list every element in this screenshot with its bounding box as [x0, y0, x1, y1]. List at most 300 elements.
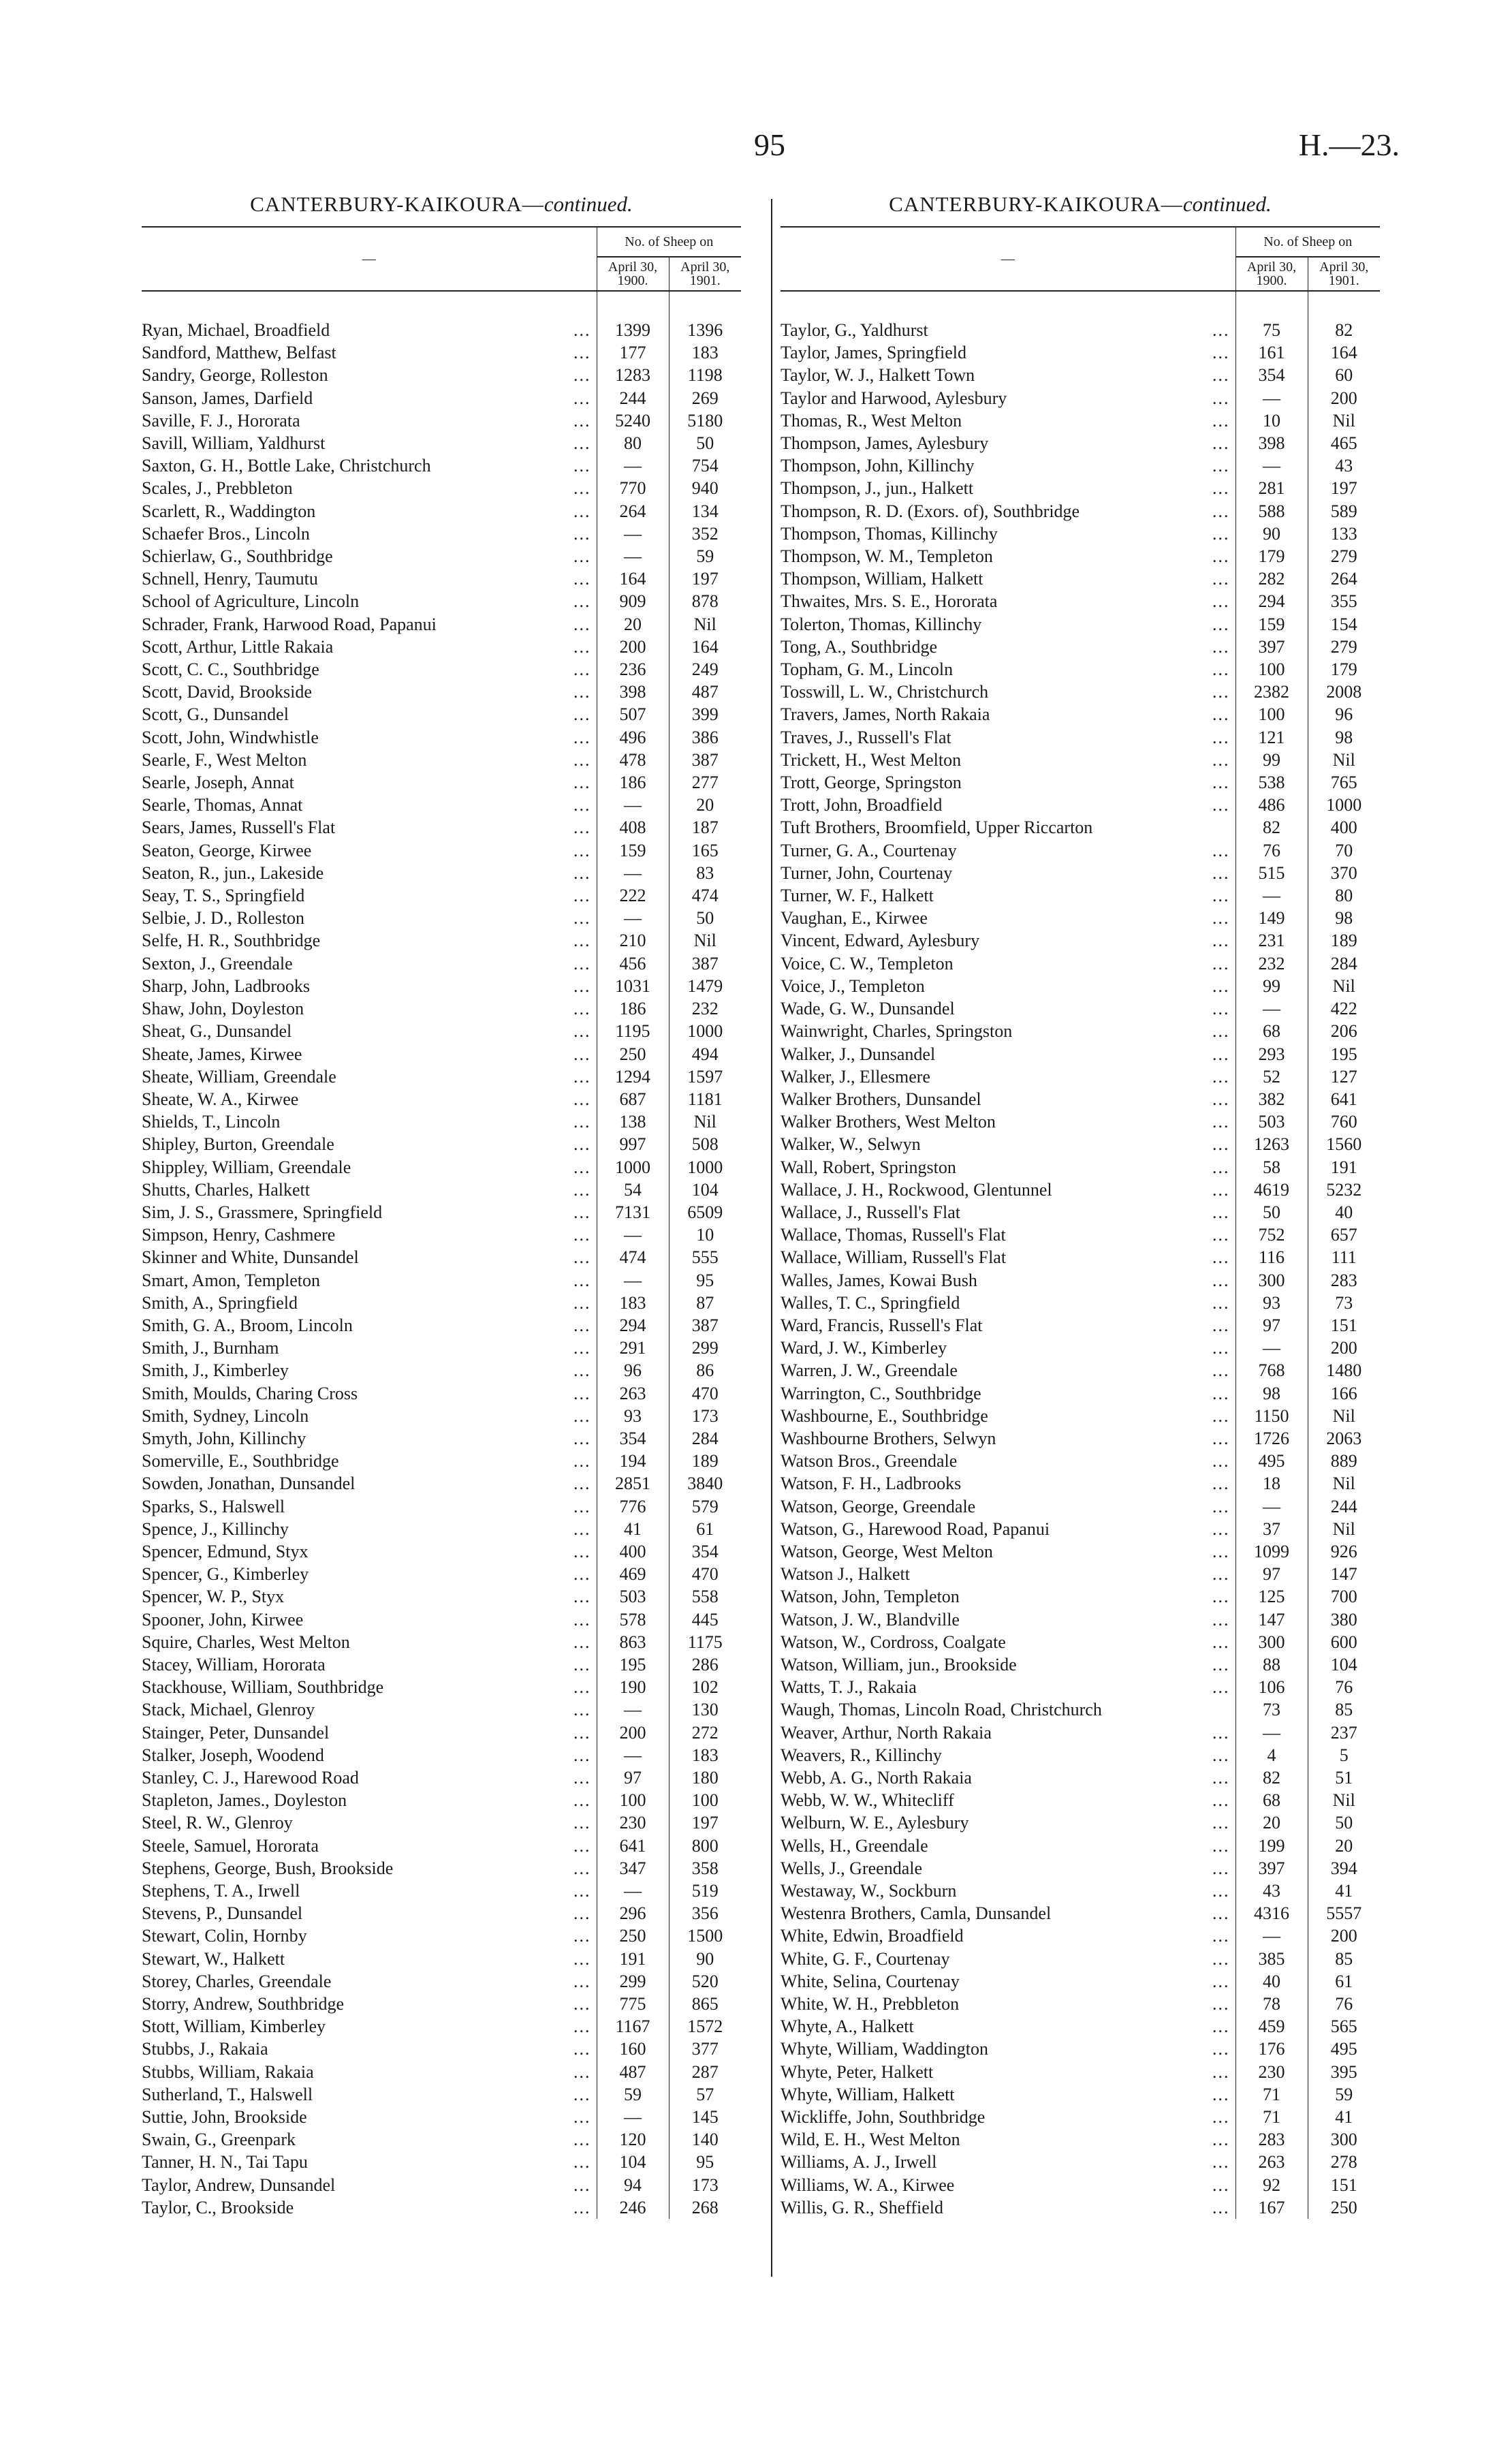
holder-name-cell	[781, 523, 1235, 545]
sheep-count-1901: 470	[669, 1382, 741, 1405]
sheep-count-1901: 195	[1308, 1043, 1380, 1065]
holder-name: Sharp, John, Ladbrooks	[142, 976, 310, 996]
sheep-count-1900: 99	[1235, 749, 1308, 771]
column-divider	[771, 199, 772, 2277]
sheep-count-1901: 187	[669, 816, 741, 839]
table-row	[142, 703, 741, 726]
holder-name-cell	[781, 771, 1235, 794]
holder-name: Walker, J., Ellesmere	[781, 1066, 930, 1087]
sheep-count-1900: 588	[1235, 500, 1308, 523]
holder-name: Stackhouse, William, Southbridge	[142, 1677, 384, 1698]
sheep-count-1900: —	[1235, 884, 1308, 907]
leader-dots: ...	[1212, 569, 1230, 589]
table-row	[142, 1314, 741, 1337]
table-row	[142, 1585, 741, 1608]
holder-name: Thompson, Thomas, Killinchy	[781, 523, 998, 544]
holder-name-cell	[142, 2196, 597, 2219]
leader-dots: ...	[1212, 1881, 1230, 1901]
leader-dots: ...	[573, 1179, 591, 1200]
holder-name: Washbourne Brothers, Selwyn	[781, 1428, 996, 1448]
leader-dots: ...	[573, 931, 591, 951]
leader-dots: ...	[1212, 727, 1230, 747]
sheep-count-1900: —	[597, 907, 669, 929]
table-row	[781, 681, 1380, 703]
table-row	[142, 997, 741, 1020]
sheep-count-1900: 5240	[597, 409, 669, 432]
holder-name-cell	[781, 1608, 1235, 1631]
leader-dots: ...	[573, 2061, 591, 2082]
holder-name-cell	[781, 613, 1235, 636]
sheep-count-1901: 50	[669, 432, 741, 454]
leader-dots: ...	[573, 1677, 591, 1698]
holder-name: Warrington, C., Southbridge	[781, 1383, 981, 1403]
sheep-count-1901: 40	[1308, 1201, 1380, 1224]
table-row	[781, 1179, 1380, 1201]
table-row	[142, 726, 741, 749]
sheep-count-1901: 277	[669, 771, 741, 794]
sheep-count-1900: —	[597, 1269, 669, 1292]
holder-name: Sandry, George, Rolleston	[142, 365, 328, 386]
holder-name: Thompson, R. D. (Exors. of), Southbridge	[781, 501, 1080, 521]
holder-name: Taylor, W. J., Halkett Town	[781, 365, 975, 386]
sheep-count-1900: 59	[597, 2083, 669, 2106]
sheep-count-1900: 164	[597, 567, 669, 590]
sheep-count-1900: 43	[1235, 1880, 1308, 1902]
leader-dots: ...	[573, 1541, 591, 1561]
holder-name-cell	[142, 567, 597, 590]
holder-name: Searle, Joseph, Annat	[142, 773, 294, 793]
holder-name: Sexton, J., Greendale	[142, 953, 293, 973]
leader-dots: ...	[573, 2130, 591, 2150]
table-row	[781, 794, 1380, 816]
table-row	[781, 1857, 1380, 1880]
holder-name-cell	[142, 1065, 597, 1088]
holder-name: Spence, J., Killinchy	[142, 1518, 289, 1539]
table-row	[781, 1676, 1380, 1698]
holder-name: Scarlett, R., Waddington	[142, 501, 316, 521]
holder-name-cell	[781, 726, 1235, 749]
sheep-count-1901: 51	[1308, 1766, 1380, 1789]
holder-name: Westaway, W., Sockburn	[781, 1881, 957, 1901]
leader-dots: ...	[573, 1654, 591, 1674]
sheep-count-1901: 465	[1308, 432, 1380, 454]
table-row	[142, 613, 741, 636]
leader-dots: ...	[1212, 2130, 1230, 2150]
right-header-1900: April 30, 1900.	[1235, 257, 1308, 291]
sheep-count-1901: 80	[1308, 884, 1380, 907]
holder-name-cell	[781, 2061, 1235, 2083]
holder-name: Warren, J. W., Greendale	[781, 1360, 958, 1381]
holder-name-cell	[781, 2015, 1235, 2038]
leader-dots: ...	[1212, 1157, 1230, 1177]
table-row	[781, 1224, 1380, 1246]
holder-name-cell	[142, 749, 597, 771]
right-header-1901: April 30, 1901.	[1308, 257, 1380, 291]
holder-name-cell	[142, 454, 597, 477]
holder-name-cell	[781, 2083, 1235, 2106]
holder-name: Scott, Arthur, Little Rakaia	[142, 636, 334, 657]
sheep-count-1900: 76	[1235, 839, 1308, 862]
table-row	[781, 636, 1380, 658]
leader-dots: ...	[1212, 1496, 1230, 1516]
leader-dots: ...	[1212, 840, 1230, 860]
sheep-count-1900: 159	[597, 839, 669, 862]
leader-dots: ...	[573, 433, 591, 454]
sheep-count-1900: 283	[1235, 2128, 1308, 2151]
leader-dots: ...	[573, 1948, 591, 1969]
holder-name-cell	[142, 636, 597, 658]
holder-name: Thomas, R., West Melton	[781, 410, 962, 431]
table-row	[142, 2015, 741, 2038]
holder-name: Somerville, E., Southbridge	[142, 1451, 339, 1471]
leader-dots: ...	[573, 704, 591, 725]
leader-dots: ...	[1212, 1768, 1230, 1788]
holder-name-cell	[781, 590, 1235, 612]
sheep-count-1901: 20	[1308, 1835, 1380, 1857]
holder-name-cell	[781, 1450, 1235, 1472]
holder-name: Stapleton, James., Doyleston	[142, 1790, 347, 1811]
holder-name-cell	[142, 319, 597, 341]
sheep-count-1900: —	[1235, 997, 1308, 1020]
table-row	[142, 2083, 741, 2106]
holder-name: Weavers, R., Killinchy	[781, 1745, 942, 1765]
sheep-count-1901: Nil	[1308, 1518, 1380, 1540]
table-row	[781, 1201, 1380, 1224]
table-row	[142, 1789, 741, 1811]
holder-name-cell	[781, 2174, 1235, 2196]
holder-name: Voice, C. W., Templeton	[781, 953, 954, 973]
table-row	[781, 1472, 1380, 1495]
sheep-count-1900: 96	[597, 1359, 669, 1382]
holder-name-cell	[142, 1925, 597, 1947]
leader-dots: ...	[1212, 773, 1230, 793]
sheep-count-1901: 1000	[669, 1156, 741, 1179]
sheep-count-1901: 494	[669, 1043, 741, 1065]
holder-name: Savill, William, Yaldhurst	[142, 433, 326, 454]
sheep-count-1901: 95	[669, 1269, 741, 1292]
holder-name: Trickett, H., West Melton	[781, 749, 962, 770]
holder-name: Shaw, John, Doyleston	[142, 999, 304, 1019]
table-row	[142, 1993, 741, 2015]
leader-dots: ...	[573, 343, 591, 363]
leader-dots: ...	[1212, 1926, 1230, 1946]
holder-name: Schierlaw, G., Southbridge	[142, 546, 333, 567]
holder-name: Smith, Sydney, Lincoln	[142, 1405, 309, 1426]
table-row	[142, 1676, 741, 1698]
sheep-count-1900: —	[597, 1698, 669, 1721]
sheep-count-1900: 138	[597, 1110, 669, 1133]
sheep-count-1901: 399	[669, 703, 741, 726]
leader-dots: ...	[1212, 1179, 1230, 1200]
sheep-count-1901: 1479	[669, 975, 741, 997]
table-row	[142, 341, 741, 364]
table-row	[142, 1948, 741, 1970]
holder-name-cell	[142, 1292, 597, 1314]
sheep-count-1900: 294	[1235, 590, 1308, 612]
holder-name-cell	[142, 2061, 597, 2083]
sheep-count-1900: 4	[1235, 1744, 1308, 1766]
table-row	[142, 1472, 741, 1495]
table-row	[142, 749, 741, 771]
leader-dots: ...	[1212, 1654, 1230, 1674]
holder-name: Thompson, John, Killinchy	[781, 456, 975, 476]
table-row	[142, 1970, 741, 1993]
sheep-count-1901: 134	[669, 500, 741, 523]
leader-dots: ...	[1212, 1971, 1230, 1991]
sheep-count-1901: 299	[669, 1337, 741, 1359]
leader-dots: ...	[573, 1813, 591, 1833]
holder-name-cell	[142, 1495, 597, 1518]
sheep-count-1900: 68	[1235, 1020, 1308, 1042]
table-row	[142, 1540, 741, 1563]
holder-name: Taylor, Andrew, Dunsandel	[142, 2175, 336, 2195]
leader-dots: ...	[1212, 1202, 1230, 1222]
sheep-count-1900: —	[1235, 454, 1308, 477]
sheep-count-1900: 97	[597, 1766, 669, 1789]
holder-name: Thompson, James, Aylesbury	[781, 433, 989, 454]
sheep-count-1900: 578	[597, 1608, 669, 1631]
leader-dots: ...	[1212, 1541, 1230, 1561]
leader-dots: ...	[573, 1360, 591, 1381]
holder-name-cell	[781, 1540, 1235, 1563]
holder-name-cell	[781, 1653, 1235, 1676]
sheep-count-1900: 176	[1235, 2038, 1308, 2060]
document-reference: H.—23.	[1298, 127, 1400, 162]
leader-dots: ...	[573, 478, 591, 499]
sheep-count-1900: 1167	[597, 2015, 669, 2038]
leader-dots: ...	[1212, 1360, 1230, 1381]
page-number: 95	[754, 127, 785, 162]
holder-name: Schaefer Bros., Lincoln	[142, 523, 310, 544]
sheep-count-1900: 231	[1235, 929, 1308, 952]
sheep-count-1901: 6509	[669, 1201, 741, 1224]
sheep-count-1900: 93	[1235, 1292, 1308, 1314]
holder-name: Westenra Brothers, Camla, Dunsandel	[781, 1903, 1052, 1924]
holder-name-cell	[781, 1156, 1235, 1179]
holder-name-cell	[781, 929, 1235, 952]
sheep-count-1900: 104	[597, 2151, 669, 2173]
sheep-count-1900: 186	[597, 771, 669, 794]
holder-name-cell	[142, 500, 597, 523]
sheep-count-1901: 355	[1308, 590, 1380, 612]
table-row	[142, 816, 741, 839]
sheep-count-1901: 61	[1308, 1970, 1380, 1993]
sheep-count-1901: 76	[1308, 1676, 1380, 1698]
leader-dots: ...	[573, 1315, 591, 1335]
sheep-count-1900: 487	[597, 2061, 669, 2083]
sheep-count-1901: 589	[1308, 500, 1380, 523]
holder-name-cell	[142, 432, 597, 454]
holder-name: Traves, J., Russell's Flat	[781, 727, 951, 747]
table-row	[781, 884, 1380, 907]
leader-dots: ...	[573, 1518, 591, 1539]
leader-dots: ...	[1212, 591, 1230, 612]
holder-name-cell	[142, 1970, 597, 1993]
holder-name-cell	[142, 1201, 597, 1224]
sheep-count-1900: 263	[597, 1382, 669, 1405]
leader-dots: ...	[1212, 1474, 1230, 1494]
holder-name-cell	[142, 703, 597, 726]
sheep-count-1900: 776	[597, 1495, 669, 1518]
sheep-count-1901: 83	[669, 862, 741, 884]
sheep-count-1900: —	[1235, 1337, 1308, 1359]
holder-name: Sowden, Jonathan, Dunsandel	[142, 1474, 356, 1494]
leader-dots: ...	[573, 546, 591, 567]
sheep-count-1900: 230	[1235, 2061, 1308, 2083]
holder-name: Ryan, Michael, Broadfield	[142, 320, 330, 340]
leader-dots: ...	[573, 1112, 591, 1132]
sheep-count-1900: 250	[597, 1925, 669, 1947]
sheep-count-1901: 380	[1308, 1608, 1380, 1631]
table-row	[142, 2128, 741, 2151]
left-header-1900: April 30, 1900.	[597, 257, 669, 291]
sheep-count-1901: 519	[669, 1880, 741, 1902]
right-sheep-table	[781, 226, 1380, 2219]
holder-name-cell	[142, 1902, 597, 1925]
sheep-count-1901: 286	[669, 1653, 741, 1676]
holder-name: Smith, A., Springfield	[142, 1292, 298, 1313]
holder-name: Selfe, H. R., Southbridge	[142, 931, 321, 951]
holder-name: Whyte, A., Halkett	[781, 2016, 914, 2037]
holder-name-cell	[142, 1608, 597, 1631]
sheep-count-1901: 20	[669, 794, 741, 816]
sheep-count-1901: 85	[1308, 1948, 1380, 1970]
sheep-count-1901: 104	[669, 1179, 741, 1201]
sheep-count-1901: 87	[669, 1292, 741, 1314]
table-row	[781, 2128, 1380, 2151]
holder-name: Walles, T. C., Springfield	[781, 1292, 960, 1313]
holder-name-cell	[781, 545, 1235, 567]
sheep-count-1901: 474	[669, 884, 741, 907]
sheep-count-1900: 149	[1235, 907, 1308, 929]
holder-name-cell	[781, 1811, 1235, 1834]
table-row	[781, 2106, 1380, 2128]
leader-dots: ...	[573, 523, 591, 544]
holder-name: Tosswill, L. W., Christchurch	[781, 682, 989, 702]
sheep-count-1901: 284	[669, 1427, 741, 1450]
sheep-count-1901: 657	[1308, 1224, 1380, 1246]
holder-name-cell	[142, 862, 597, 884]
leader-dots: ...	[1212, 1383, 1230, 1403]
sheep-count-1901: 279	[1308, 636, 1380, 658]
sheep-count-1900: 538	[1235, 771, 1308, 794]
holder-name-cell	[142, 1110, 597, 1133]
sheep-count-1900: 71	[1235, 2106, 1308, 2128]
leader-dots: ...	[1212, 1903, 1230, 1924]
table-row	[142, 1563, 741, 1585]
holder-name-cell	[781, 1676, 1235, 1698]
leader-dots: ...	[573, 2152, 591, 2172]
leader-dots: ...	[1212, 704, 1230, 725]
holder-name: Wallace, J., Russell's Flat	[781, 1202, 960, 1222]
holder-name: School of Agriculture, Lincoln	[142, 591, 360, 612]
left-column-heading	[142, 192, 741, 226]
table-row	[781, 432, 1380, 454]
table-row	[781, 1631, 1380, 1653]
left-column	[142, 192, 741, 2219]
sheep-count-1901: 300	[1308, 2128, 1380, 2151]
holder-name: Watson Bros., Greendale	[781, 1451, 958, 1471]
holder-name: Spencer, W. P., Styx	[142, 1587, 285, 1607]
holder-name-cell	[781, 816, 1235, 839]
holder-name: Stevens, P., Dunsandel	[142, 1903, 303, 1924]
sheep-count-1901: 86	[669, 1359, 741, 1382]
sheep-count-1901: 60	[1308, 364, 1380, 386]
sheep-count-1900: 354	[597, 1427, 669, 1450]
sheep-count-1900: 4619	[1235, 1179, 1308, 1201]
sheep-count-1900: 382	[1235, 1088, 1308, 1110]
sheep-count-1900: 68	[1235, 1789, 1308, 1811]
holder-name-cell	[142, 1563, 597, 1585]
holder-name-cell	[781, 1880, 1235, 1902]
leader-dots: ...	[573, 2197, 591, 2217]
leader-dots: ...	[573, 1858, 591, 1878]
holder-name-cell	[781, 1224, 1235, 1246]
table-row	[142, 1043, 741, 1065]
leader-dots: ...	[1212, 1632, 1230, 1652]
table-row	[142, 1269, 741, 1292]
sheep-count-1901: 278	[1308, 2151, 1380, 2173]
holder-name-cell	[142, 1359, 597, 1382]
sheep-count-1900: 100	[1235, 658, 1308, 681]
leader-dots: ...	[573, 1881, 591, 1901]
leader-dots: ...	[573, 1971, 591, 1991]
holder-name: Smith, J., Kimberley	[142, 1360, 289, 1381]
sheep-count-1901: 61	[669, 1518, 741, 1540]
sheep-count-1901: 1000	[669, 1020, 741, 1042]
holder-name: Wall, Robert, Springston	[781, 1157, 956, 1177]
table-row	[781, 1427, 1380, 1450]
sheep-count-1900: 863	[597, 1631, 669, 1653]
left-sheep-table	[142, 226, 741, 2219]
leader-dots: ...	[573, 1790, 591, 1811]
sheep-count-1901: 154	[1308, 613, 1380, 636]
sheep-count-1900: 54	[597, 1179, 669, 1201]
table-row	[142, 1246, 741, 1268]
holder-name: White, G. F., Courtenay	[781, 1948, 950, 1969]
holder-name-cell	[781, 1179, 1235, 1201]
sheep-count-1900: 246	[597, 2196, 669, 2219]
holder-name: Turner, John, Courtenay	[781, 862, 953, 883]
table-row	[781, 726, 1380, 749]
table-row	[781, 477, 1380, 499]
holder-name-cell	[781, 1563, 1235, 1585]
holder-name: Topham, G. M., Lincoln	[781, 659, 954, 680]
holder-name: Sears, James, Russell's Flat	[142, 817, 336, 838]
sheep-count-1900: 397	[1235, 636, 1308, 658]
sheep-count-1901: 5232	[1308, 1179, 1380, 1201]
holder-name-cell	[781, 1110, 1235, 1133]
holder-name-cell	[142, 929, 597, 952]
leader-dots: ...	[573, 2016, 591, 2037]
holder-name: Walker Brothers, Dunsandel	[781, 1089, 981, 1109]
holder-name: Walker Brothers, West Melton	[781, 1112, 996, 1132]
sheep-count-1901: 400	[1308, 816, 1380, 839]
leader-dots: ...	[1212, 1835, 1230, 1856]
table-row	[781, 1405, 1380, 1427]
leader-dots: ...	[1212, 1609, 1230, 1630]
holder-name-cell	[781, 884, 1235, 907]
holder-name: Williams, W. A., Kirwee	[781, 2175, 955, 2195]
leader-dots: ...	[1212, 1451, 1230, 1471]
holder-name-cell	[781, 636, 1235, 658]
sheep-count-1901: 90	[669, 1948, 741, 1970]
holder-name-cell	[781, 1857, 1235, 1880]
holder-name-cell	[781, 1970, 1235, 1993]
leader-dots: ...	[573, 1405, 591, 1426]
sheep-count-1901: 5557	[1308, 1902, 1380, 1925]
holder-name: Shipley, Burton, Greendale	[142, 1134, 334, 1155]
